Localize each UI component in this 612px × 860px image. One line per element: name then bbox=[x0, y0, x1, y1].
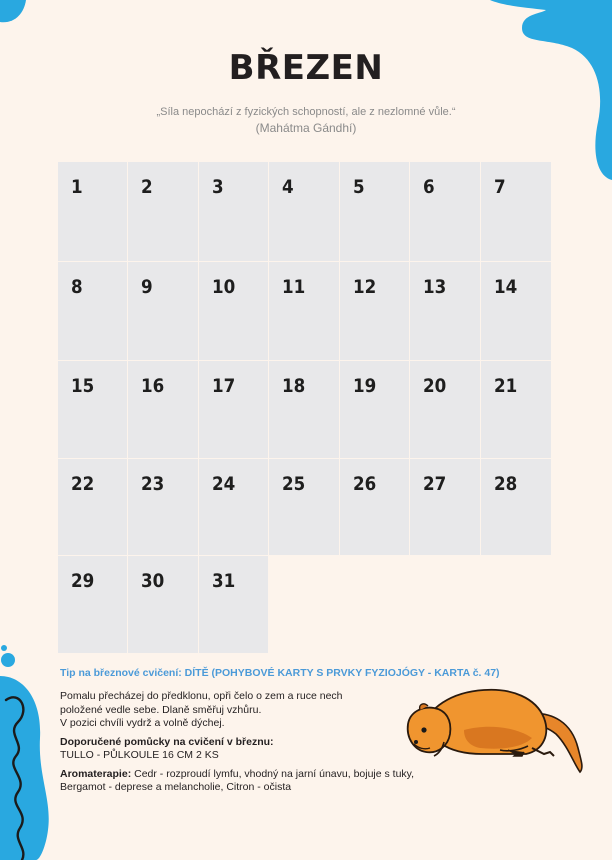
day-number: 23 bbox=[141, 473, 165, 495]
calendar-day bbox=[128, 459, 199, 556]
calendar-day bbox=[269, 361, 340, 459]
calendar-day bbox=[481, 459, 552, 556]
instruction-line: položené vedle sebe. Dlaně směřuj vzhůru. bbox=[60, 703, 262, 716]
calendar-day bbox=[481, 361, 552, 459]
day-number: 10 bbox=[212, 276, 236, 298]
calendar-day bbox=[199, 162, 269, 262]
day-number: 3 bbox=[212, 176, 224, 198]
day-number: 9 bbox=[141, 276, 153, 298]
day-number: 2 bbox=[141, 176, 153, 198]
calendar-day bbox=[410, 262, 481, 361]
day-number: 25 bbox=[282, 473, 306, 495]
quote-text: „Síla nepochází z fyzických schopností, ale z nezlomné vůle.“ bbox=[156, 106, 456, 118]
calendar-grid bbox=[58, 162, 552, 654]
child-pose-animal-illustration bbox=[404, 684, 588, 780]
top-left-blob bbox=[0, 0, 26, 22]
day-number: 26 bbox=[353, 473, 377, 495]
day-number: 13 bbox=[423, 276, 447, 298]
aromatherapy-line: Cedr - rozproudí lymfu, vhodný na jarní únavu, bojuje s tuky, bbox=[131, 767, 415, 780]
equipment-label: Doporučené pomůcky na cvičení v březnu: bbox=[60, 735, 274, 748]
quote-block bbox=[0, 104, 612, 136]
equipment-value: TULLO - PŮLKOULE 16 CM 2 KS bbox=[60, 749, 219, 761]
calendar-day bbox=[128, 262, 199, 361]
day-number: 20 bbox=[423, 375, 447, 397]
calendar-day bbox=[340, 162, 410, 262]
calendar-day bbox=[410, 162, 481, 262]
day-number: 6 bbox=[423, 176, 435, 198]
day-number: 24 bbox=[212, 473, 236, 495]
day-number: 19 bbox=[353, 375, 377, 397]
day-number: 30 bbox=[141, 570, 165, 592]
quote-author: (Mahátma Gándhí) bbox=[255, 121, 357, 135]
calendar-day bbox=[340, 361, 410, 459]
day-number: 5 bbox=[353, 176, 365, 198]
blue-dot bbox=[1, 645, 7, 651]
calendar-day bbox=[128, 361, 199, 459]
day-number: 12 bbox=[353, 276, 377, 298]
day-number: 22 bbox=[71, 473, 95, 495]
page-title: BŘEZEN bbox=[228, 48, 384, 88]
day-number: 29 bbox=[71, 570, 95, 592]
day-number: 28 bbox=[494, 473, 518, 495]
equipment-section bbox=[60, 736, 400, 763]
calendar-day bbox=[481, 262, 552, 361]
calendar-day bbox=[410, 459, 481, 556]
day-number: 27 bbox=[423, 473, 447, 495]
day-number: 15 bbox=[71, 375, 95, 397]
day-number: 7 bbox=[494, 176, 506, 198]
exercise-instructions bbox=[60, 690, 400, 731]
calendar-day bbox=[128, 162, 199, 262]
calendar-day bbox=[481, 162, 552, 262]
day-number: 21 bbox=[494, 375, 518, 397]
calendar-day bbox=[340, 262, 410, 361]
day-number: 18 bbox=[282, 375, 306, 397]
calendar-day bbox=[340, 459, 410, 556]
calendar-day bbox=[199, 361, 269, 459]
calendar-day bbox=[128, 556, 199, 654]
instruction-line: Pomalu přecházej do předklonu, opři čelo o zem a ruce nech bbox=[60, 690, 343, 702]
calendar-day bbox=[58, 162, 128, 262]
top-right-blob bbox=[490, 0, 612, 180]
calendar-day bbox=[199, 556, 269, 654]
day-number: 8 bbox=[71, 276, 83, 298]
instruction-line: V pozici chvíli vydrž a volně dýchej. bbox=[60, 717, 225, 729]
calendar-day bbox=[58, 459, 128, 556]
exercise-tip-body bbox=[60, 690, 415, 800]
day-number: 11 bbox=[282, 276, 306, 298]
calendar-day bbox=[199, 262, 269, 361]
day-number: 14 bbox=[494, 276, 518, 298]
calendar-day bbox=[58, 556, 128, 654]
day-number: 17 bbox=[212, 375, 236, 397]
calendar-day bbox=[58, 361, 128, 459]
exercise-tip-heading: Tip na březnové cvičení: DÍTĚ (POHYBOVÉ KARTY S PRVKY FYZIOJÓGY - KARTA č. 47) bbox=[60, 667, 500, 679]
calendar-day bbox=[269, 262, 340, 361]
calendar-day bbox=[58, 262, 128, 361]
aromatherapy-label: Aromaterapie: bbox=[60, 767, 132, 780]
calendar-day bbox=[199, 459, 269, 556]
day-number: 16 bbox=[141, 375, 165, 397]
blue-dot bbox=[1, 653, 15, 667]
aromatherapy-line: Bergamot - deprese a melancholie, Citron - očista bbox=[60, 781, 292, 793]
calendar-day bbox=[410, 361, 481, 459]
day-number: 1 bbox=[71, 176, 83, 198]
bottom-left-blob bbox=[0, 676, 49, 860]
calendar-day bbox=[269, 162, 340, 262]
calendar-day bbox=[269, 459, 340, 556]
day-number: 4 bbox=[282, 176, 294, 198]
day-number: 31 bbox=[212, 570, 236, 592]
